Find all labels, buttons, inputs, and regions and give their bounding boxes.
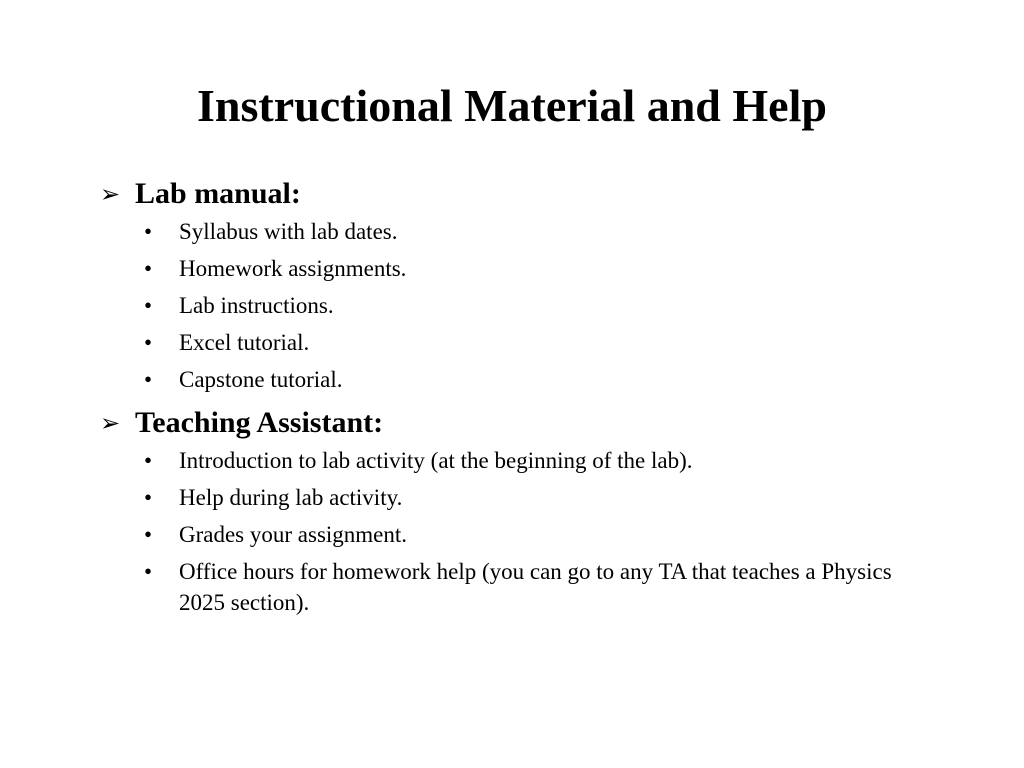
list-item-text: Introduction to lab activity (at the beginning of the lab). (179, 448, 693, 473)
bullet-dot-icon: • (144, 330, 153, 355)
arrow-bullet-icon: ➢ (100, 180, 121, 208)
lab-manual-items (100, 216, 960, 395)
list-item (100, 482, 960, 513)
bullet-dot-icon: • (144, 559, 153, 584)
list-item-text: Grades your assignment. (179, 522, 408, 547)
bullet-list (100, 172, 960, 618)
slide-content (100, 172, 960, 624)
list-item-text: Office hours for homework help (you can go to any TA that teaches a Physics 2025 section). (179, 559, 892, 615)
bullet-dot-icon: • (144, 522, 153, 547)
list-item (100, 556, 960, 618)
section-heading-text: Lab manual: (135, 177, 301, 210)
section-heading-teaching-assistant (100, 401, 960, 445)
arrow-bullet-icon: ➢ (100, 409, 121, 437)
list-item (100, 216, 960, 247)
list-item-text: Syllabus with lab dates. (179, 219, 398, 244)
teaching-assistant-items (100, 445, 960, 618)
list-item (100, 253, 960, 284)
list-item (100, 445, 960, 476)
list-item-text: Help during lab activity. (179, 485, 403, 510)
slide-title: Instructional Material and Help (197, 80, 827, 131)
list-item-text: Excel tutorial. (179, 330, 310, 355)
section-heading-text: Teaching Assistant: (135, 406, 384, 439)
list-item-text: Homework assignments. (179, 256, 407, 281)
list-item-text: Lab instructions. (179, 293, 334, 318)
list-item (100, 519, 960, 550)
section-items-container (100, 216, 960, 395)
bullet-dot-icon: • (144, 256, 153, 281)
bullet-dot-icon: • (144, 367, 153, 392)
bullet-dot-icon: • (144, 293, 153, 318)
section-items-container (100, 445, 960, 618)
list-item (100, 290, 960, 321)
list-item-text: Capstone tutorial. (179, 367, 343, 392)
bullet-dot-icon: • (144, 219, 153, 244)
list-item (100, 327, 960, 358)
bullet-dot-icon: • (144, 485, 153, 510)
list-item (100, 364, 960, 395)
bullet-dot-icon: • (144, 448, 153, 473)
section-heading-lab-manual (100, 172, 960, 216)
